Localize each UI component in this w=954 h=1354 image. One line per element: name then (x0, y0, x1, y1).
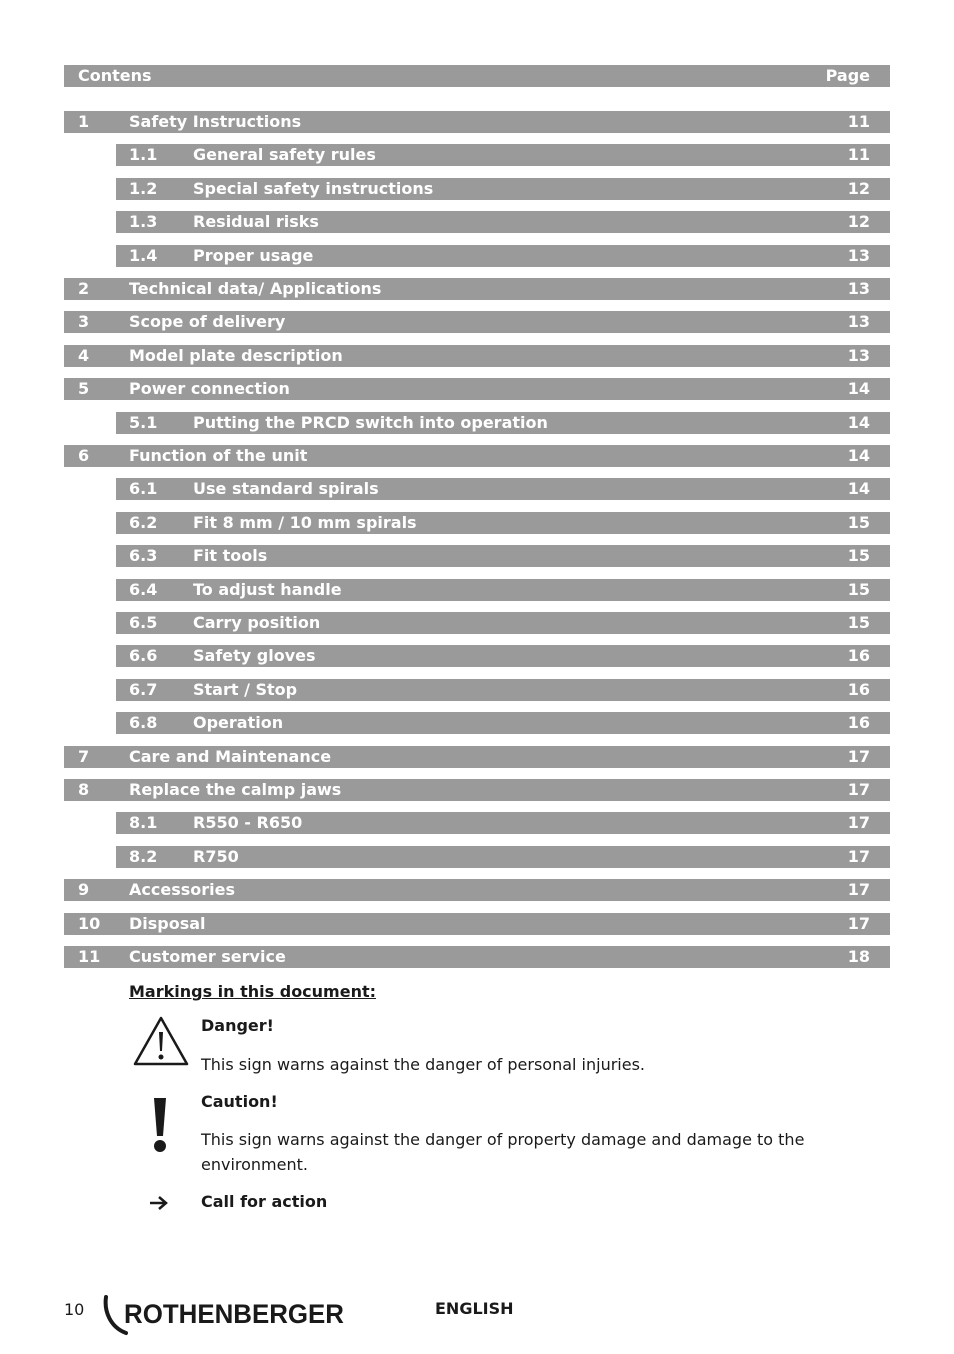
toc-section-row[interactable] (116, 545, 890, 567)
toc-header-title: Contens (78, 66, 152, 85)
toc-section-row[interactable] (116, 412, 890, 434)
warning-triangle-icon (132, 1015, 190, 1067)
toc-chapter-row[interactable] (64, 345, 890, 367)
toc-row-number: 10 (78, 914, 101, 933)
toc-row-title: Carry position (193, 613, 321, 632)
toc-section-row[interactable] (116, 812, 890, 834)
toc-section-row[interactable] (116, 478, 890, 500)
toc-row-number: 6.1 (129, 479, 158, 498)
toc-row-number: 8.2 (129, 847, 158, 866)
toc-row-title: Technical data/ Applications (129, 279, 382, 298)
toc-row-number: 6.8 (129, 713, 158, 732)
toc-row-number: 6.3 (129, 546, 158, 565)
toc-row-page: 16 (847, 680, 870, 699)
caution-text: This sign warns against the danger of property damage and damage to the environment. (201, 1130, 805, 1174)
toc-row-number: 11 (78, 947, 101, 966)
toc-row-page: 15 (847, 513, 870, 532)
toc-row-page: 16 (847, 713, 870, 732)
toc-row-page: 14 (847, 413, 870, 432)
toc-row-title: Safety gloves (193, 646, 316, 665)
toc-chapter-row[interactable] (64, 913, 890, 935)
toc-row-number: 5 (78, 379, 90, 398)
toc-row-page: 14 (847, 379, 870, 398)
toc-row-title: Use standard spirals (193, 479, 379, 498)
toc-row-title: Model plate description (129, 346, 343, 365)
arrow-right-icon (149, 1194, 169, 1212)
toc-chapter-row[interactable] (64, 378, 890, 400)
toc-chapter-row[interactable] (64, 746, 890, 768)
toc-section-row[interactable] (116, 178, 890, 200)
toc-row-title: Putting the PRCD switch into operation (193, 413, 548, 432)
toc-section-row[interactable] (116, 712, 890, 734)
toc-row-page: 14 (847, 446, 870, 465)
toc-header-page-label: Page (825, 66, 870, 85)
toc-row-page: 14 (847, 479, 870, 498)
toc-row-title: Fit tools (193, 546, 268, 565)
brand-name: ROTHENBERGER (124, 1299, 344, 1329)
toc-row-page: 17 (847, 813, 870, 832)
toc-row-page: 17 (847, 880, 870, 899)
toc-row-page: 17 (847, 914, 870, 933)
toc-row-number: 3 (78, 312, 90, 331)
toc-row-page: 13 (847, 279, 870, 298)
toc-row-page: 15 (847, 580, 870, 599)
toc-section-row[interactable] (116, 245, 890, 267)
toc-row-number: 1.1 (129, 145, 158, 164)
action-text: Call for action (201, 1192, 328, 1211)
toc-row-number: 4 (78, 346, 90, 365)
toc-chapter-row[interactable] (64, 445, 890, 467)
toc-row-number: 8.1 (129, 813, 158, 832)
toc-row-number: 1.4 (129, 246, 158, 265)
toc-row-title: Special safety instructions (193, 179, 434, 198)
exclamation-icon (150, 1096, 170, 1154)
toc-row-title: Proper usage (193, 246, 314, 265)
toc-row-page: 13 (847, 312, 870, 331)
toc-row-page: 15 (847, 613, 870, 632)
toc-row-title: Disposal (129, 914, 206, 933)
toc-row-title: Scope of delivery (129, 312, 286, 331)
toc-row-page: 11 (847, 112, 870, 131)
toc-row-title: R550 - R650 (193, 813, 303, 832)
toc-row-title: R750 (193, 847, 239, 866)
toc-row-number: 6 (78, 446, 90, 465)
toc-row-page: 12 (847, 212, 870, 231)
toc-row-title: Fit 8 mm / 10 mm spirals (193, 513, 417, 532)
toc-row-title: Start / Stop (193, 680, 298, 699)
toc-row-title: Replace the calmp jaws (129, 780, 342, 799)
caution-title: Caution! (201, 1092, 278, 1111)
footer-language: ENGLISH (435, 1299, 514, 1318)
toc-row-title: Residual risks (193, 212, 319, 231)
toc-row-number: 9 (78, 880, 90, 899)
toc-row-title: Function of the unit (129, 446, 308, 465)
toc-section-row[interactable] (116, 211, 890, 233)
toc-row-title: General safety rules (193, 145, 376, 164)
toc-row-number: 1 (78, 112, 90, 131)
toc-row-number: 6.2 (129, 513, 158, 532)
toc-row-number: 2 (78, 279, 90, 298)
toc-section-row[interactable] (116, 612, 890, 634)
toc-row-title: Care and Maintenance (129, 747, 332, 766)
toc-section-row[interactable] (116, 512, 890, 534)
toc-chapter-row[interactable] (64, 111, 890, 133)
danger-text: This sign warns against the danger of personal injuries. (201, 1055, 645, 1074)
toc-row-number: 1.3 (129, 212, 158, 231)
toc-chapter-row[interactable] (64, 779, 890, 801)
toc-row-page: 12 (847, 179, 870, 198)
toc-row-page: 15 (847, 546, 870, 565)
toc-section-row[interactable] (116, 846, 890, 868)
toc-row-title: Accessories (129, 880, 235, 899)
toc-row-number: 5.1 (129, 413, 158, 432)
toc-row-number: 1.2 (129, 179, 158, 198)
toc-row-title: Operation (193, 713, 284, 732)
toc-row-page: 17 (847, 747, 870, 766)
toc-row-page: 13 (847, 346, 870, 365)
toc-row-number: 6.6 (129, 646, 158, 665)
toc-section-row[interactable] (116, 645, 890, 667)
toc-row-page: 17 (847, 847, 870, 866)
toc-row-number: 6.5 (129, 613, 158, 632)
toc-row-page: 16 (847, 646, 870, 665)
toc-row-page: 18 (847, 947, 870, 966)
toc-row-page: 11 (847, 145, 870, 164)
toc-row-title: Customer service (129, 947, 286, 966)
toc-row-page: 17 (847, 780, 870, 799)
toc-chapter-row[interactable] (64, 879, 890, 901)
toc-row-number: 6.7 (129, 680, 158, 699)
brand-logo (100, 1293, 350, 1337)
markings-heading: Markings in this document: (129, 982, 377, 1001)
toc-section-row[interactable] (116, 579, 890, 601)
toc-row-number: 6.4 (129, 580, 158, 599)
toc-chapter-row[interactable] (64, 278, 890, 300)
toc-row-number: 7 (78, 747, 90, 766)
toc-section-row[interactable] (116, 679, 890, 701)
toc-section-row[interactable] (116, 144, 890, 166)
toc-row-title: Safety Instructions (129, 112, 302, 131)
toc-header (64, 65, 890, 87)
toc-chapter-row[interactable] (64, 311, 890, 333)
toc-row-number: 8 (78, 780, 90, 799)
page-number: 10 (64, 1300, 85, 1319)
toc-row-title: Power connection (129, 379, 290, 398)
toc-row-page: 13 (847, 246, 870, 265)
toc-row-title: To adjust handle (193, 580, 342, 599)
toc-chapter-row[interactable] (64, 946, 890, 968)
danger-title: Danger! (201, 1016, 274, 1035)
